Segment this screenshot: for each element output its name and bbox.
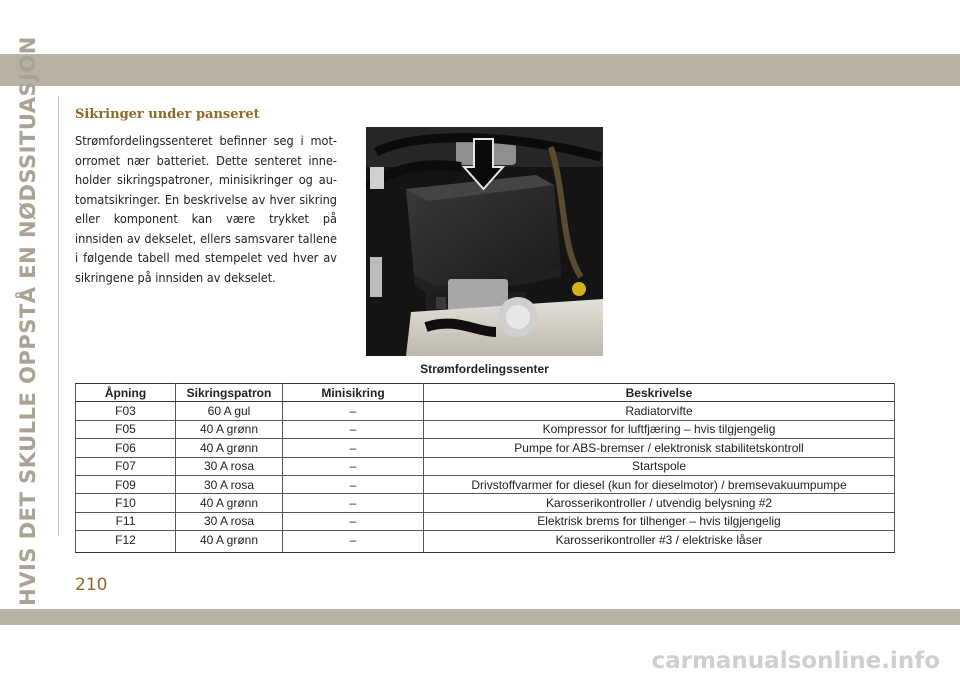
table-cell: 60 A gul (176, 402, 283, 420)
section-heading: Sikringer under panseret (75, 107, 260, 122)
top-band (0, 54, 960, 86)
bottom-band (0, 609, 960, 625)
body-paragraph: Strømfordelingssenteret befinner seg i motorromet nær batteriet. Dette senteret inneholder sikringspatroner, minisikringer og automatsikringer. En beskrivelse av hver sikring eller komponent kan være trykket på innsiden av dekselet, ellers samsvarer tallene i følgende tabell med stempelet ved hver av sikringene på innsiden av dekselet. (75, 133, 337, 285)
table-row (76, 531, 895, 553)
column-header: Beskrivelse (424, 384, 895, 402)
table-cell: – (283, 457, 424, 475)
table-cell: – (283, 512, 424, 530)
figure-caption: Strømfordelingssenter (420, 362, 549, 376)
table-cell: F09 (76, 475, 176, 493)
table-cell: 40 A grønn (176, 494, 283, 512)
table-cell: – (283, 531, 424, 553)
table-cell: F12 (76, 531, 176, 553)
table-cell: – (283, 402, 424, 420)
table-cell: 30 A rosa (176, 457, 283, 475)
table-cell: Karosserikontroller #3 / elektriske låser (424, 531, 895, 553)
watermark-text: carmanualsonline.info (651, 648, 940, 674)
table-row (76, 457, 895, 475)
table-cell: 40 A grønn (176, 531, 283, 553)
table-cell: Elektrisk brems for tilhenger – hvis tilgjengelig (424, 512, 895, 530)
table-cell: F07 (76, 457, 176, 475)
table-cell: Pumpe for ABS-bremser / elektronisk stabilitetskontroll (424, 439, 895, 457)
fuse-box-illustration (366, 127, 603, 356)
page-number: 210 (75, 575, 108, 595)
side-divider (58, 96, 59, 536)
fuse-table (75, 383, 895, 553)
table-row (76, 420, 895, 438)
table-cell: F03 (76, 402, 176, 420)
table-cell: 30 A rosa (176, 512, 283, 530)
table-cell: F11 (76, 512, 176, 530)
column-header: Sikringspatron (176, 384, 283, 402)
table-cell: Kompressor for luftfjæring – hvis tilgjengelig (424, 420, 895, 438)
table-row (76, 494, 895, 512)
table-cell: Startspole (424, 457, 895, 475)
side-section-title (0, 36, 56, 606)
table-header-row (76, 384, 895, 402)
column-header: Åpning (76, 384, 176, 402)
table-cell: F06 (76, 439, 176, 457)
table-cell: 40 A grønn (176, 420, 283, 438)
table-row (76, 402, 895, 420)
table-cell: Radiatorvifte (424, 402, 895, 420)
table-row (76, 439, 895, 457)
table-cell: 40 A grønn (176, 439, 283, 457)
table-cell: – (283, 420, 424, 438)
table-cell: Karosserikontroller / utvendig belysning #2 (424, 494, 895, 512)
table-row (76, 475, 895, 493)
table-cell: 30 A rosa (176, 475, 283, 493)
side-section-title-text: HVIS DET SKULLE OPPSTÅ EN NØDSSITUASJON (16, 36, 41, 606)
table-cell: – (283, 475, 424, 493)
table-cell: Drivstoffvarmer for diesel (kun for dieselmotor) / bremsevakuumpumpe (424, 475, 895, 493)
table-cell: F10 (76, 494, 176, 512)
fuse-box-photo (366, 127, 603, 356)
yellow-cap (572, 282, 586, 296)
table-cell: – (283, 439, 424, 457)
table-cell: – (283, 494, 424, 512)
column-header: Minisikring (283, 384, 424, 402)
table-cell: F05 (76, 420, 176, 438)
table-row (76, 512, 895, 530)
